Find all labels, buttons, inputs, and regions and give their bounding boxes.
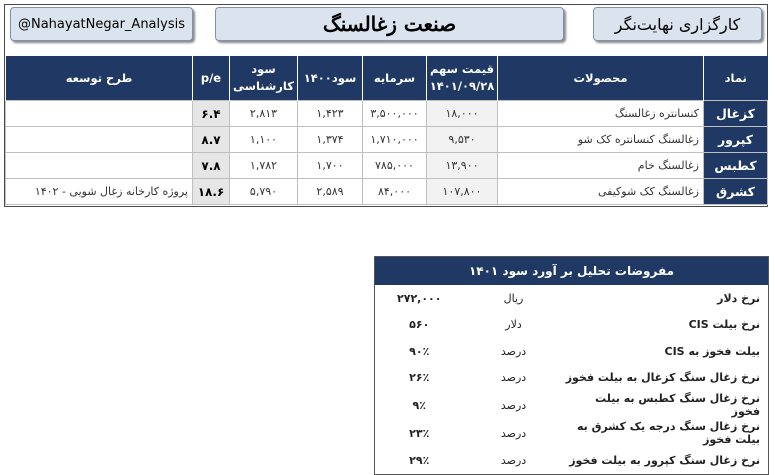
price-cell: ۹,۵۳۰ [427,127,498,153]
page-title: صنعت زغالسنگ [322,12,457,36]
pe-cell: ۷.۸ [193,153,230,179]
assumption-value: ۲۶٪ [375,365,464,392]
assumption-label: نرخ زغال سنگ کزغال به بیلت فخوز [564,365,769,392]
assumption-label: نرخ زغال سنگ کپرور به بیلت فخوز [564,447,769,474]
column-header-symbol: نماد [704,56,768,101]
page-title-box [215,7,564,41]
assumption-unit: درصد [464,365,564,392]
column-header-expert-profit: سود کارشناسی [230,56,298,101]
assumption-label: نرخ زغال سنگ کطبس به بیلت فخوز [564,391,769,419]
brand-handle-badge [10,7,193,41]
assumption-unit: درصد [464,419,564,447]
symbol-cell: کپرور [704,127,768,153]
development-plan-cell [6,101,193,127]
assumption-label: نرخ بیلت CIS [564,312,769,339]
column-header-price: قیمت سهم ۱۴۰۱/۰۹/۲۸ [427,56,498,101]
capital-cell: ۸۴,۰۰۰ [363,179,427,205]
company-name-box [593,7,762,41]
expert-profit-cell: ۱,۷۸۲ [230,153,298,179]
profit-1400-cell: ۱,۳۷۴ [298,127,363,153]
assumption-value: ۲۳٪ [375,419,464,447]
pe-cell: ۶.۴ [193,101,230,127]
assumption-row [375,285,769,312]
column-header-development-plan: طرح توسعه [6,56,193,101]
capital-cell: ۷۸۵,۰۰۰ [363,153,427,179]
symbol-cell: کزغال [704,101,768,127]
column-header-pe: p/e [193,56,230,101]
assumption-value: ۵۶۰ [375,312,464,339]
table-header-row [6,56,768,101]
assumptions-title: مفروضات تحلیل بر آورد سود ۱۴۰۱ [375,257,769,286]
symbol-cell: کشرق [704,179,768,205]
products-cell: زغالسنگ کنسانتره کک شو [498,127,704,153]
profit-1400-cell: ۱,۴۲۳ [298,101,363,127]
company-name: کارگزاری نهایت‌نگر [614,14,741,34]
products-cell: زغالسنگ کک شوکیفی [498,179,704,205]
assumption-row [375,419,769,447]
products-cell: کنسانتره زغالسنگ [498,101,704,127]
pe-cell: ۱۸.۶ [193,179,230,205]
capital-cell: ۱,۷۱۰,۰۰۰ [363,127,427,153]
expert-profit-cell: ۵,۷۹۰ [230,179,298,205]
assumption-value: ۹٪ [375,391,464,419]
profit-1400-cell: ۲,۵۸۹ [298,179,363,205]
profit-1400-cell: ۱,۷۰۰ [298,153,363,179]
expert-profit-cell: ۱,۱۰۰ [230,127,298,153]
analysis-assumptions-table [374,256,769,475]
assumption-row [375,338,769,365]
assumption-value: ۲۷۲,۰۰۰ [375,285,464,312]
assumption-unit: دلار [464,312,564,339]
assumption-row [375,312,769,339]
column-header-capital: سرمایه [363,56,427,101]
price-cell: ۱۳,۹۰۰ [427,153,498,179]
table-row [6,127,768,153]
capital-cell: ۳,۵۰۰,۰۰۰ [363,101,427,127]
development-plan-cell: پروژه کارخانه زغال شویی - ۱۴۰۲ [6,179,193,205]
assumption-row [375,365,769,392]
assumption-unit: ریال [464,285,564,312]
assumption-row [375,391,769,419]
development-plan-cell [6,153,193,179]
table-row [6,101,768,127]
coal-industry-table [5,56,768,205]
assumption-label: بیلت فخوز به CIS [564,338,769,365]
table-row [6,153,768,179]
development-plan-cell [6,127,193,153]
price-cell: ۱۸,۰۰۰ [427,101,498,127]
assumption-value: ۹۰٪ [375,338,464,365]
assumption-unit: درصد [464,447,564,474]
assumption-label: نرخ زغال سنگ درجه یک کشرق به بیلت فخوز [564,419,769,447]
products-cell: زغالسنگ خام [498,153,704,179]
expert-profit-cell: ۲,۸۱۳ [230,101,298,127]
column-header-profit-1400: سود۱۴۰۰ [298,56,363,101]
assumption-unit: درصد [464,391,564,419]
column-header-products: محصولات [498,56,704,101]
assumption-row [375,447,769,474]
pe-cell: ۸.۷ [193,127,230,153]
assumptions-header-row [375,257,769,286]
price-cell: ۱۰۷,۸۰۰ [427,179,498,205]
symbol-cell: کطبس [704,153,768,179]
assumption-value: ۲۹٪ [375,447,464,474]
assumption-label: نرخ دلار [564,285,769,312]
brand-handle-text: @NahayatNegar_Analysis [17,16,185,32]
assumption-unit: درصد [464,338,564,365]
table-row [6,179,768,205]
